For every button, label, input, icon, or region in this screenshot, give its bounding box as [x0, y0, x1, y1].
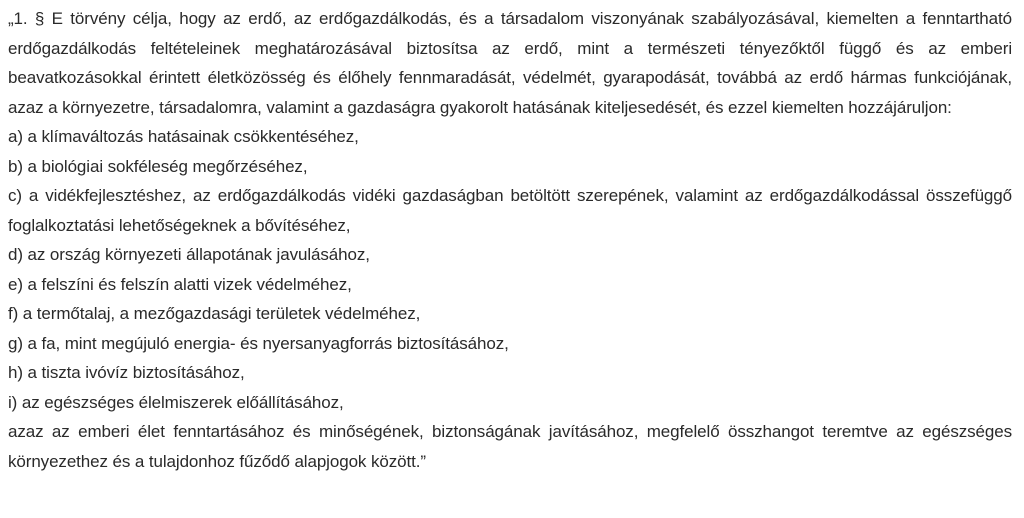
- list-item: g) a fa, mint megújuló energia- és nyersanyagforrás biztosításához,: [8, 333, 509, 353]
- list-item: b) a biológiai sokféleség megőrzéséhez,: [8, 156, 308, 176]
- goals-list: [8, 122, 1012, 417]
- list-item: i) az egészséges élelmiszerek előállításához,: [8, 392, 344, 412]
- list-item: c) a vidékfejlesztéshez, az erdőgazdálkodás vidéki gazdaságban betöltött szerepének, valamint az erdőgazdálkodással összefüggő foglalkoztatási lehetőségeknek a bővítéséhez,: [8, 186, 1012, 235]
- list-item: d) az ország környezeti állapotának javulásához,: [8, 245, 370, 264]
- closing-paragraph: azaz az emberi élet fenntartásához és minőségének, biztonságának javításához, megfelelő összhangot teremtve az egészséges környezethez és a tulajdonhoz fűződő alapjogok között.”: [8, 422, 1012, 471]
- list-item: f) a termőtalaj, a mezőgazdasági területek védelméhez,: [8, 304, 421, 323]
- document-body: [8, 4, 1012, 476]
- intro-paragraph: „1. § E törvény célja, hogy az erdő, az erdőgazdálkodás, és a társadalom viszonyának szabályozásával, kiemelten a fenntartható erdőgazdálkodás feltételeinek meghatározásával biztosítsa az erdő, mint a természeti tényezőktől függő és az emberi beavatkozásokkal érintett életközösség és élőhely fennmaradását, védelmét, gyarapodását, továbbá az erdő hármas funkciójának, azaz a környezetre, társadalomra, valamint a gazdaságra gyakorolt hatásának kiteljesedését, és ezzel kiemelten hozzájáruljon:: [8, 9, 1012, 117]
- list-item: h) a tiszta ivóvíz biztosításához,: [8, 363, 245, 382]
- list-item: e) a felszíni és felszín alatti vizek védelméhez,: [8, 274, 352, 294]
- list-item: a) a klímaváltozás hatásainak csökkentéséhez,: [8, 127, 359, 146]
